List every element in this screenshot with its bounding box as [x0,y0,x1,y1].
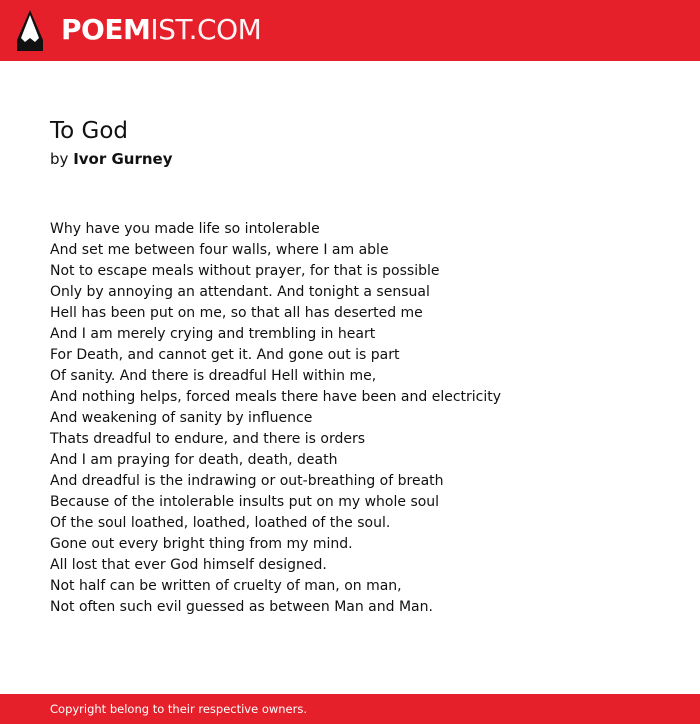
poem-line: Gone out every bright thing from my mind. [50,536,353,552]
logo-brand-bold: POEM [61,13,151,46]
poem-title: To God [50,118,129,144]
poem-line: Not to escape meals without prayer, for that is possible [50,263,440,279]
poem-line: And set me between four walls, where I am able [50,242,389,258]
poem-line: Because of the intolerable insults put on my whole soul [50,494,440,510]
poem-line: And nothing helps, forced meals there have been and electricity [50,389,502,405]
by-label: by [50,150,69,168]
poem-line: All lost that ever God himself designed. [50,557,327,573]
poem-line: Thats dreadful to endure, and there is orders [50,431,366,447]
logo-brand-rest: IST.COM [150,13,262,46]
poem-line: Of sanity. And there is dreadful Hell within me, [50,368,377,384]
pencil-tip-icon[interactable] [17,10,43,51]
poem-body [50,219,670,618]
poem-byline [50,149,173,169]
poem-line: Why have you made life so intolerable [50,221,320,237]
poem-line: Only by annoying an attendant. And tonight a sensual [50,284,430,300]
poem-line: Not half can be written of cruelty of man, on man, [50,578,402,594]
copyright-notice: Copyright belong to their respective owners. [50,702,308,716]
poem-line: And I am merely crying and trembling in heart [50,326,376,342]
site-footer [0,694,700,724]
poem-author: Ivor Gurney [73,150,173,168]
site-header [0,0,700,61]
poem-line: Of the soul loathed, loathed, loathed of the soul. [50,515,391,531]
poem-line: Not often such evil guessed as between Man and Man. [50,599,433,615]
poem-line: For Death, and cannot get it. And gone out is part [50,347,400,363]
poem-line: And dreadful is the indrawing or out-breathing of breath [50,473,444,489]
poem-line: Hell has been put on me, so that all has deserted me [50,305,423,321]
poem-line: And weakening of sanity by influence [50,410,313,426]
site-logo[interactable] [61,11,261,49]
poem-line: And I am praying for death, death, death [50,452,338,468]
